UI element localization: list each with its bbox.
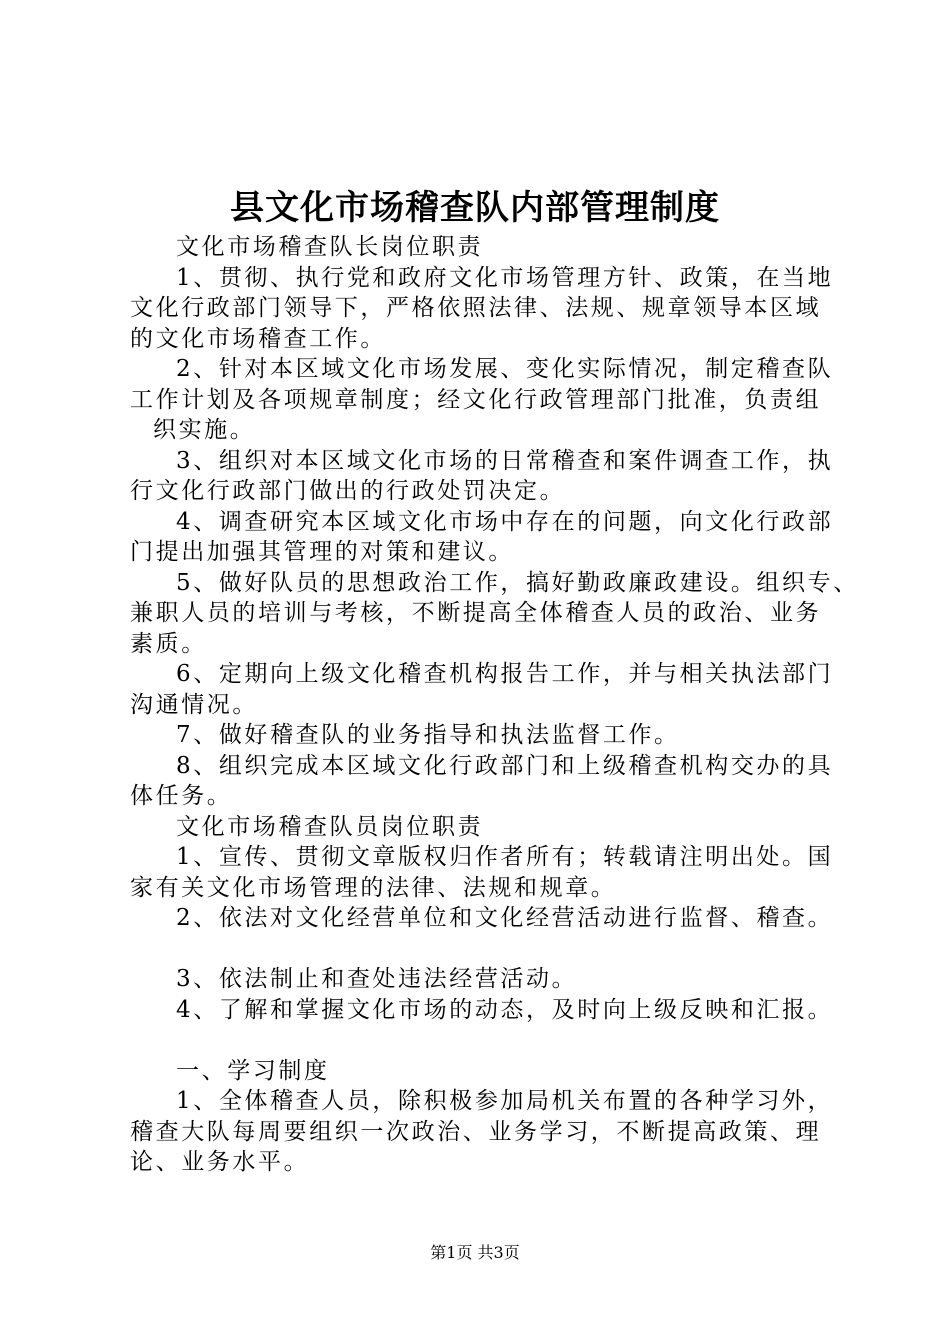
paragraph-line: 1、宣传、贯彻文章版权归作者所有；转载请注明出处。国	[176, 844, 834, 870]
paragraph-line: 7、做好稽查队的业务指导和执法监督工作。	[176, 722, 680, 748]
paragraph-line: 5、做好队员的思想政治工作，搞好勤政廉政建设。组织专、	[176, 569, 859, 596]
page-footer: 第1页 共3页	[430, 1243, 520, 1262]
paragraph-line: 8、组织完成本区域文化行政部门和上级稽查机构交办的具	[176, 752, 834, 779]
paragraph-line: 体任务。	[130, 783, 233, 809]
paragraph-line: 沟通情况。	[130, 691, 258, 718]
paragraph-line: 6、定期向上级文化稽查机构报告工作，并与相关执法部门	[176, 661, 834, 687]
paragraph-line: 文化市场稽查队长岗位职责	[176, 234, 484, 260]
paragraph-line: 2、依法对文化经营单位和文化经营活动进行监督、稽查。	[176, 905, 834, 931]
paragraph-line: 文化行政部门领导下，严格依照法律、法规、规章领导本区域	[130, 295, 822, 321]
paragraph-line: 兼职人员的培训与考核，不断提高全体稽查人员的政治、业务	[130, 600, 822, 626]
paragraph-line: 行文化行政部门做出的行政处罚决定。	[130, 478, 566, 504]
paragraph-line: 织实施。	[153, 417, 256, 443]
paragraph-line: 家有关文化市场管理的法律、法规和规章。	[130, 874, 617, 901]
section-heading: 文化市场稽查队员岗位职责	[176, 813, 484, 840]
paragraph-line: 工作计划及各项规章制度；经文化行政管理部门批准，负责组	[130, 386, 822, 413]
paragraph-line: 的文化市场稽查工作。	[130, 325, 386, 352]
paragraph-line: 4、调查研究本区域文化市场中存在的问题，向文化行政部	[176, 508, 834, 535]
paragraph-line: 1、全体稽查人员，除积极参加局机关布置的各种学习外，	[176, 1088, 834, 1114]
paragraph-line: 4、了解和掌握文化市场的动态，及时向上级反映和汇报。	[176, 996, 834, 1023]
paragraph-line: 素质。	[130, 630, 207, 657]
document-title: 县文化市场稽查队内部管理制度	[230, 188, 720, 228]
paragraph-line: 1、贯彻、执行党和政府文化市场管理方针、政策，在当地	[176, 264, 834, 291]
document-body	[130, 232, 859, 1178]
paragraph-line: 门提出加强其管理的对策和建议。	[130, 539, 514, 565]
paragraph-line: 3、组织对本区域文化市场的日常稽查和案件调查工作，执	[176, 447, 834, 474]
paragraph-line: 2、针对本区域文化市场发展、变化实际情况，制定稽查队	[176, 356, 834, 382]
paragraph-line: 稽查大队每周要组织一次政治、业务学习，不断提高政策、理	[130, 1118, 822, 1145]
paragraph-line: 论、业务水平。	[130, 1149, 310, 1175]
blank-line	[130, 934, 830, 965]
blank-line	[130, 1025, 830, 1056]
paragraph-line: 3、依法制止和查处违法经营活动。	[176, 966, 578, 992]
section-heading: 一、学习制度	[176, 1057, 330, 1084]
